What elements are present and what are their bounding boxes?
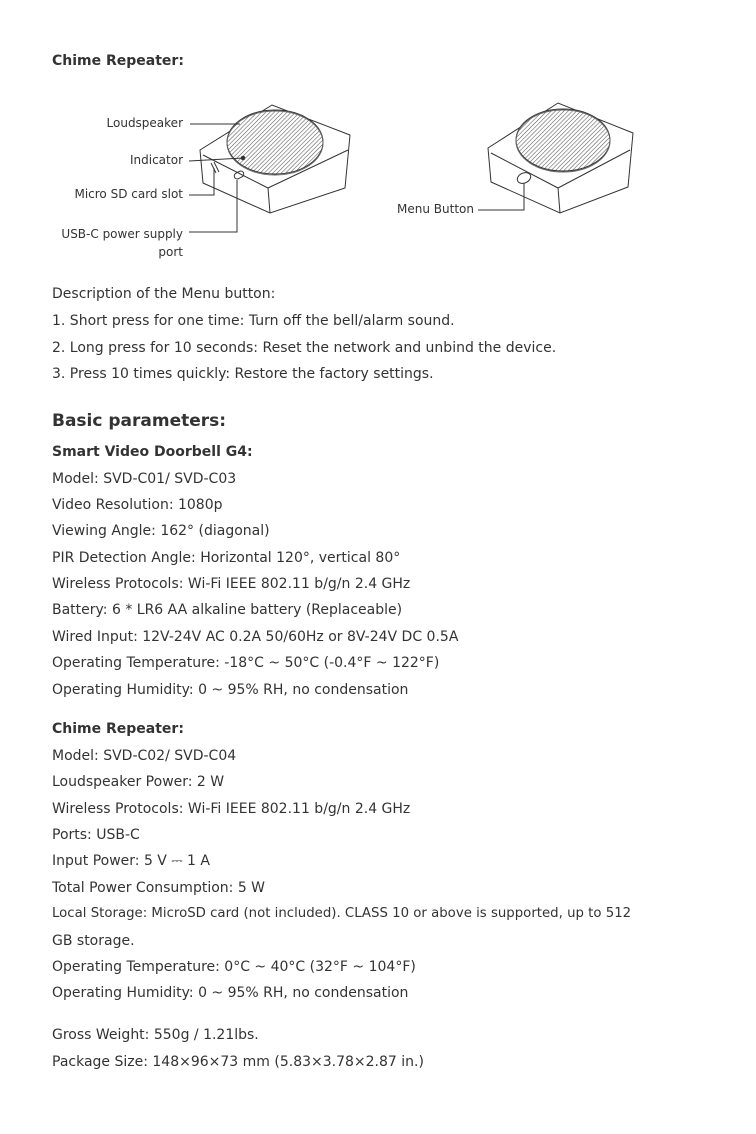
chime-spec-line: Wireless Protocols: Wi-Fi IEEE 802.11 b/g/n 2.4 GHz xyxy=(52,801,411,817)
chime-spec-line: Loudspeaker Power: 2 W xyxy=(52,774,225,790)
section-heading-chime: Chime Repeater: xyxy=(52,53,184,69)
package-size: Package Size: 148×96×73 mm (5.83×3.78×2.87 in.) xyxy=(52,1054,424,1070)
chime-spec-line: GB storage. xyxy=(52,933,135,949)
doorbell-spec-line: Battery: 6 * LR6 AA alkaline battery (Replaceable) xyxy=(52,602,403,618)
doorbell-spec-line: Video Resolution: 1080p xyxy=(52,497,223,513)
gross-weight: Gross Weight: 550g / 1.21lbs. xyxy=(52,1027,259,1043)
menu-description-item: 3. Press 10 times quickly: Restore the factory settings. xyxy=(52,366,434,382)
chime-spec-line: Input Power: 5 V ⎓ 1 A xyxy=(52,853,210,869)
chime-spec-line: Operating Temperature: 0°C ~ 40°C (32°F ~ 104°F) xyxy=(52,959,416,975)
doorbell-spec-line: Wireless Protocols: Wi-Fi IEEE 802.11 b/g/n 2.4 GHz xyxy=(52,576,411,592)
basic-parameters-heading: Basic parameters: xyxy=(52,411,227,431)
doorbell-spec-line: Model: SVD-C01/ SVD-C03 xyxy=(52,471,237,487)
doorbell-heading: Smart Video Doorbell G4: xyxy=(52,444,253,460)
doorbell-spec-line: Operating Temperature: -18°C ~ 50°C (-0.4°F ~ 122°F) xyxy=(52,655,440,671)
chime-params-heading: Chime Repeater: xyxy=(52,721,184,737)
chime-spec-line: Ports: USB-C xyxy=(52,827,140,843)
chime-spec-line: Local Storage: MicroSD card (not included). CLASS 10 or above is supported, up to 512 xyxy=(52,906,632,921)
chime-spec-line: Model: SVD-C02/ SVD-C04 xyxy=(52,748,237,764)
label-micro-sd-slot: Micro SD card slot xyxy=(74,187,183,201)
menu-description-intro: Description of the Menu button: xyxy=(52,286,276,302)
doorbell-spec-line: PIR Detection Angle: Horizontal 120°, vertical 80° xyxy=(52,550,401,566)
chime-spec-line: Operating Humidity: 0 ~ 95% RH, no condensation xyxy=(52,985,409,1001)
label-usb-c-port-line1: USB-C power supply xyxy=(61,227,183,241)
doorbell-spec-line: Wired Input: 12V-24V AC 0.2A 50/60Hz or 8V-24V DC 0.5A xyxy=(52,629,459,645)
doorbell-spec-line: Operating Humidity: 0 ~ 95% RH, no condensation xyxy=(52,682,409,698)
label-usb-c-port-line2: port xyxy=(158,245,183,259)
label-menu-button: Menu Button xyxy=(397,202,474,216)
doorbell-spec-line: Viewing Angle: 162° (diagonal) xyxy=(52,523,270,539)
menu-description-item: 2. Long press for 10 seconds: Reset the network and unbind the device. xyxy=(52,340,557,356)
chime-device-right xyxy=(488,103,633,213)
menu-description-item: 1. Short press for one time: Turn off the bell/alarm sound. xyxy=(52,313,455,329)
chime-spec-line: Total Power Consumption: 5 W xyxy=(52,880,266,896)
label-loudspeaker: Loudspeaker xyxy=(106,116,183,130)
label-indicator: Indicator xyxy=(129,153,183,167)
